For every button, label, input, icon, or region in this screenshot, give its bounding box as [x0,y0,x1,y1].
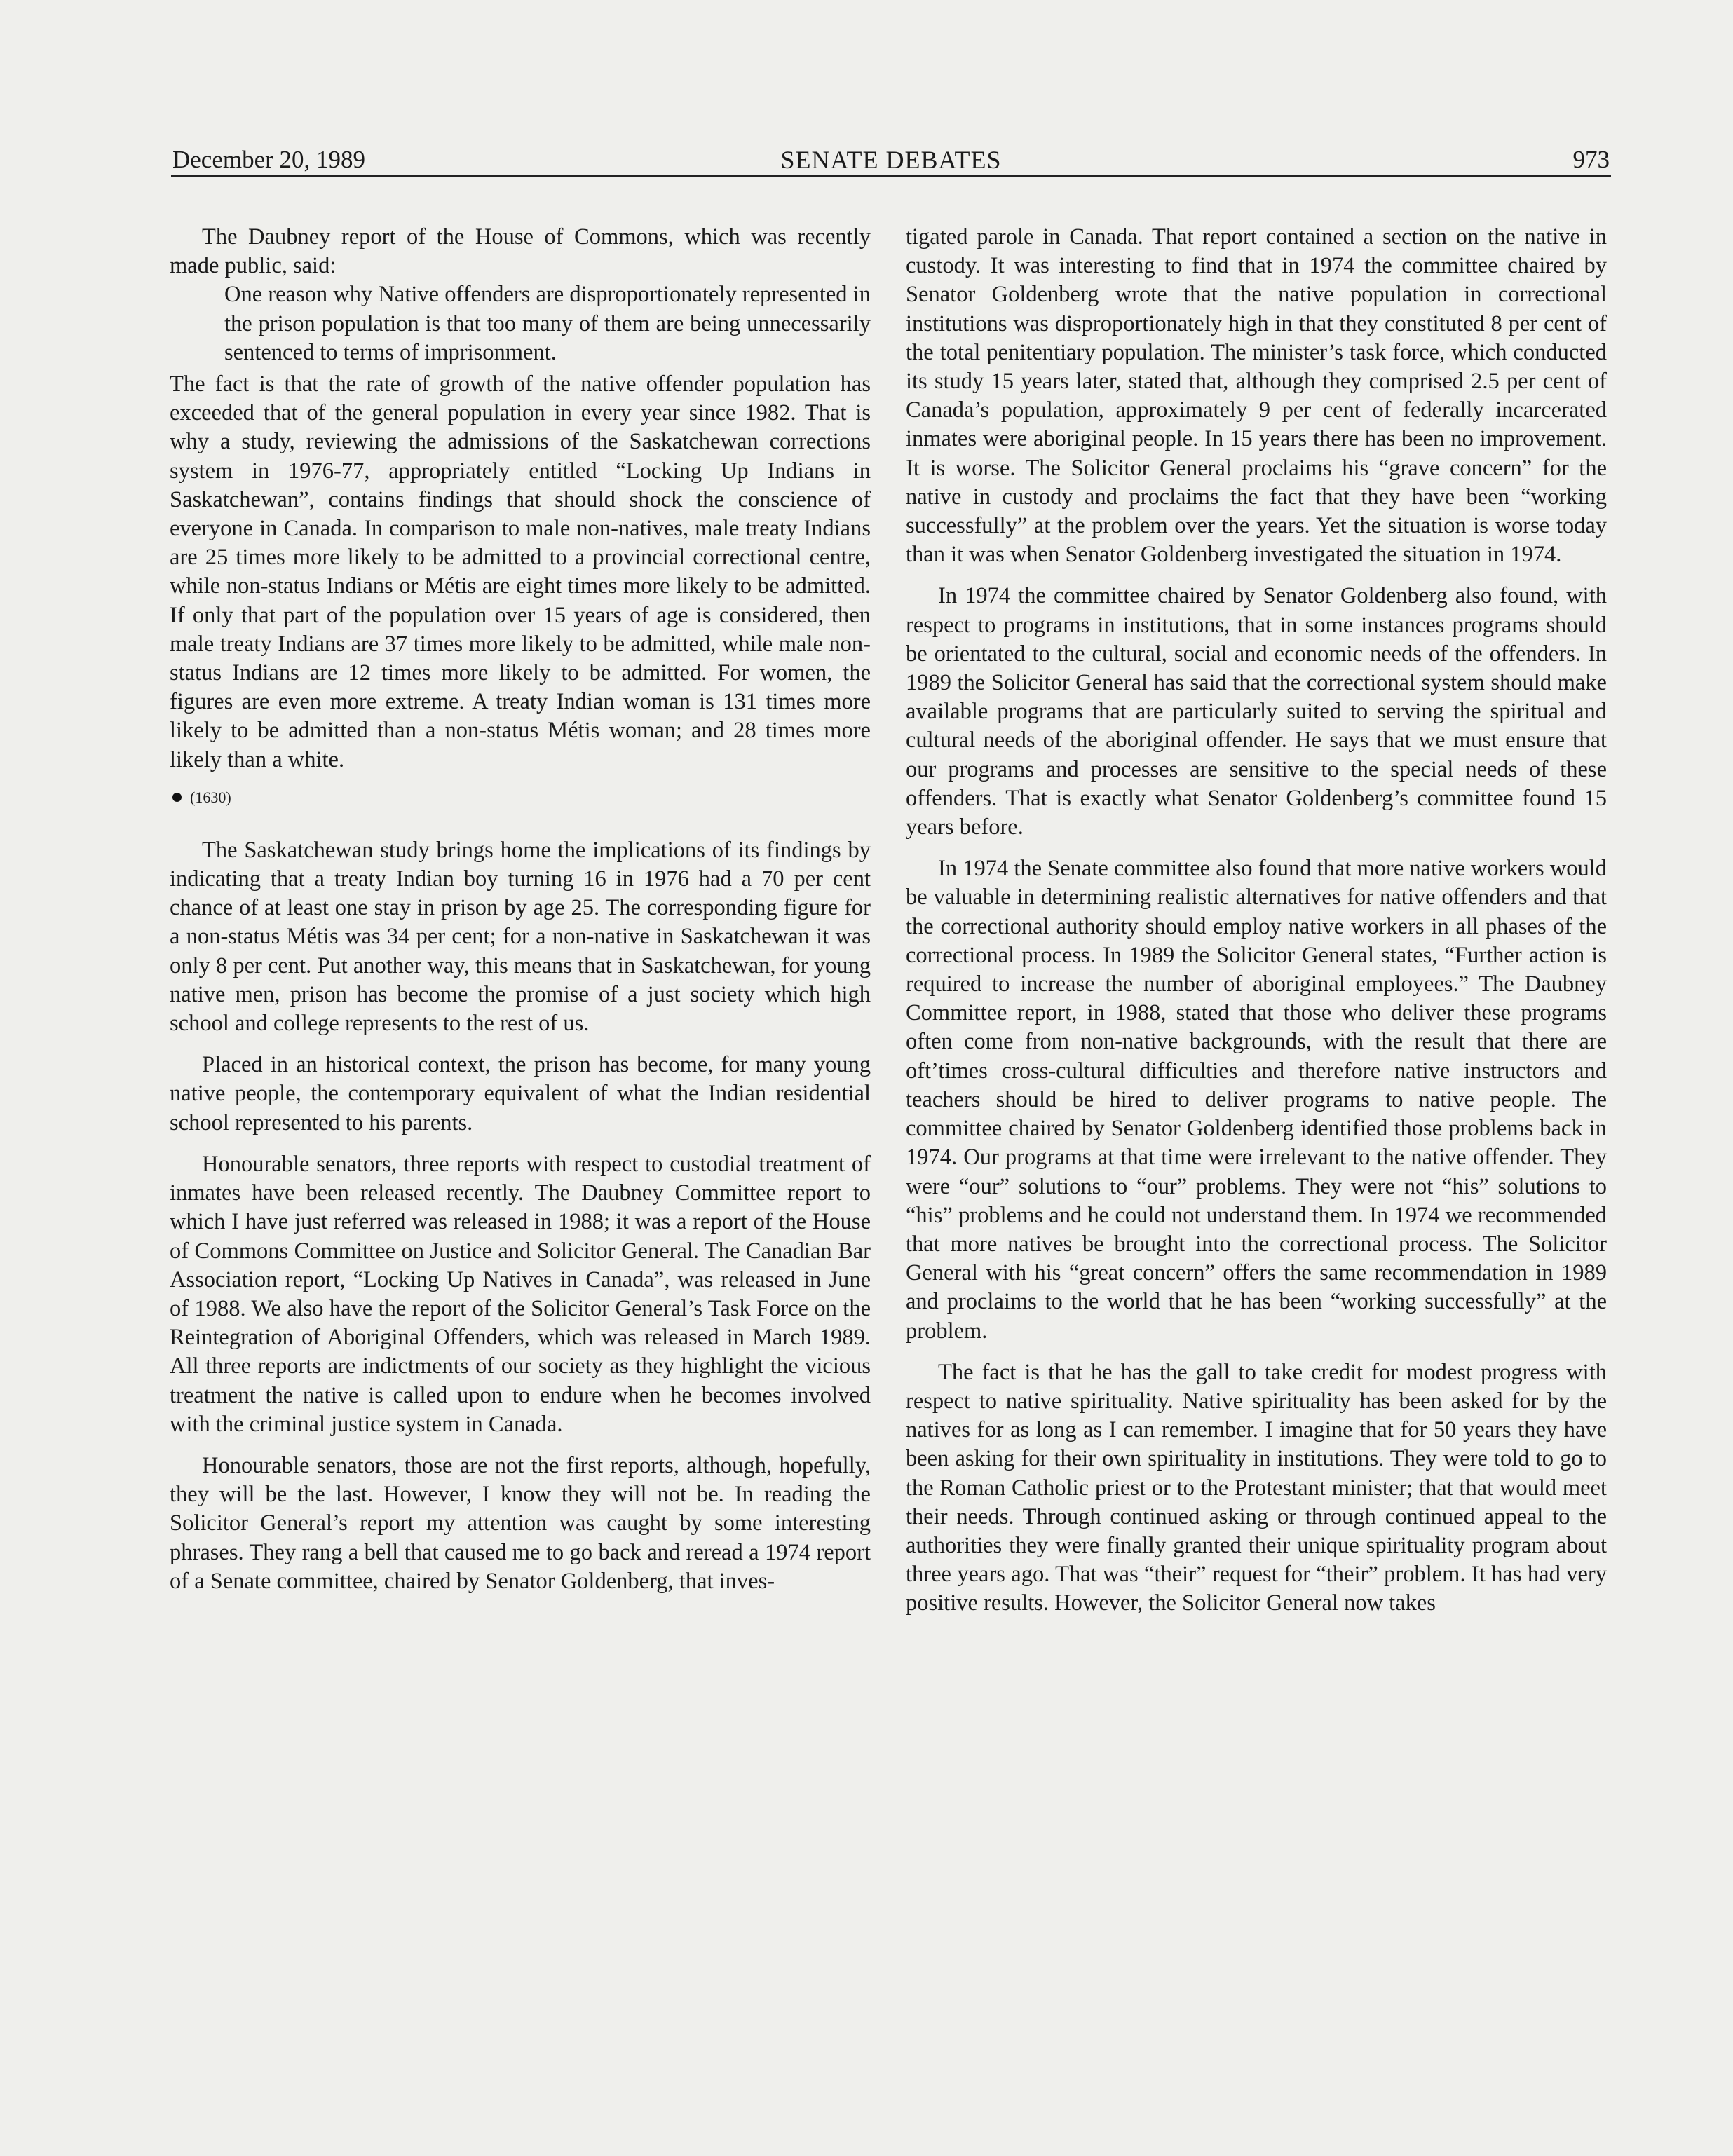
paragraph: In 1974 the Senate committee also found that more native workers would be valuable in determining realistic alternatives for native offenders and that the correctional authority should employ native workers in all phases of the correctional process. In 1989 the Solicitor General states, “Further action is required to increase the number of aboriginal employees.” The Daubney Committee report, in 1988, stated that those who deliver these programs often come from non-native backgrounds, with the result that there are oft’times cross-cultural difficulties and therefore native instructors and teachers should be hired to deliver programs to native people. The committee chaired by Senator Goldenberg identified those problems back in 1974. Our programs at that time were irrelevant to the native offender. They were “our” solutions to “our” problems. They were not “his” solutions to “his” problems and he could not understand them. In 1974 we recommended that more natives be brought into the correctional process. The Solicitor General with his “great concern” offers the same recommendation in 1989 and proclaims to the world that he has been “working successfully” at the problem. [906,856,1607,1344]
paragraph: The Daubney report of the House of Commons, which was recently made public, said: [170,224,871,279]
bullet-dot-icon [172,793,182,802]
header-rule [171,175,1611,177]
page-header [172,142,1610,178]
paragraph: Honourable senators, those are not the first reports, although, hopefully, they will be the last. However, I know they will not be. In reading the Solicitor General’s report my attention was caught by some interesting phrases. They rang a bell that caused me to go back and reread a 1974 report of a Senate committee, chaired by Senator Goldenberg, that inves- [170,1452,871,1594]
time-marker [170,787,871,808]
left-column [170,223,871,1609]
paragraph: The fact is that he has the gall to take credit for modest progress with respect to native spirituality. Native spirituality has been asked for by the natives for as long as I can remember. I imagine that for 50 years they have been asking for their own spirituality in institutions. They were told to go to the Roman Catholic priest or to the Protestant minister; that that would meet their needs. Through continued asking or through continued appeal to the authorities they were finally granted their unique spirituality program about three years ago. That was “their” request for “their” problem. It has had very positive results. However, the Solicitor General now takes [906,1359,1607,1616]
paragraph: tigated parole in Canada. That report contained a section on the native in custody. It was interesting to find that in 1974 the committee chaired by Senator Goldenberg wrote that the native population in correctional institutions was disproportionately high in that they constituted 8 per cent of the total penitentiary population. The minister’s task force, which conducted its study 15 years later, stated that, although they comprised 2.5 per cent of Canada’s population, approximately 9 per cent of federally incarcerated inmates were aboriginal people. In 15 years there has been no improvement. It is worse. The Solicitor General proclaims his “grave concern” for the native in custody and proclaims the fact that they have been “working successfully” at the problem over the years. Yet the situation is worse today than it was when Senator Goldenberg investigated the situation in 1974. [906,224,1607,568]
block-quote: One reason why Native offenders are disproportionately represented in the prison population is that too many of them are being unnecessarily sentenced to terms of imprisonment. [224,282,871,365]
paragraph: The Saskatchewan study brings home the implications of its findings by indicating that a treaty Indian boy turning 16 in 1976 had a 70 per cent chance of at least one stay in prison by age 25. The corresponding figure for a non-status Métis was 34 per cent; for a non-native in Saskatchewan it was only 8 per cent. Put another way, this means that in Saskatchewan, for young native men, prison has become the promise of a just society which high school and college represents to the rest of us. [170,837,871,1037]
time-marker-text: (1630) [190,788,231,806]
paragraph: The fact is that the rate of growth of the native offender population has exceeded that of the general population in every year since 1982. That is why a study, reviewing the admissions of the Saskatchewan corrections system in 1976-77, appropriately entitled “Locking Up Indians in Saskatchewan”, contains findings that should shock the conscience of everyone in Canada. In comparison to male non-natives, male treaty Indians are 25 times more likely to be admitted to a provincial correctional centre, while non-status Indians or Métis are eight times more likely to be admitted. If only that part of the population over 15 years of age is considered, then male treaty Indians are 37 times more likely to be admitted, while male non-status Indians are 12 times more likely to be admitted. For women, the figures are even more extreme. A treaty Indian woman is 131 times more likely to be admitted than a non-status Métis woman; and 28 times more likely than a white. [170,371,871,772]
paragraph: In 1974 the committee chaired by Senator Goldenberg also found, with respect to programs in institutions, that in some instances programs should be orientated to the cultural, social and economic needs of the offenders. In 1989 the Solicitor General has said that the correctional system should make available programs that are particularly suited to serving the spiritual and cultural needs of the aboriginal offender. He says that we must ensure that our programs and processes are sensitive to the special needs of these offenders. That is exactly what Senator Goldenberg’s committee found 15 years before. [906,583,1607,840]
header-date: December 20, 1989 [172,146,366,173]
header-title: SENATE DEBATES [780,146,1002,174]
paragraph: Placed in an historical context, the prison has become, for many young native people, the contemporary equivalent of what the Indian residential school represented to his parents. [170,1052,871,1135]
header-page-number: 973 [1572,146,1610,173]
paragraph: Honourable senators, three reports with respect to custodial treatment of inmates have been released recently. The Daubney Committee report to which I have just referred was released in 1988; it was a report of the House of Commons Committee on Justice and Solicitor General. The Canadian Bar Association report, “Locking Up Natives in Canada”, was released in June of 1988. We also have the report of the Solicitor General’s Task Force on the Reintegration of Aboriginal Offenders, which was released in March 1989. All three reports are indictments of our society as they highlight the vicious treatment the native is called upon to endure when he becomes involved with the criminal justice system in Canada. [170,1151,871,1437]
right-column [906,223,1607,1631]
